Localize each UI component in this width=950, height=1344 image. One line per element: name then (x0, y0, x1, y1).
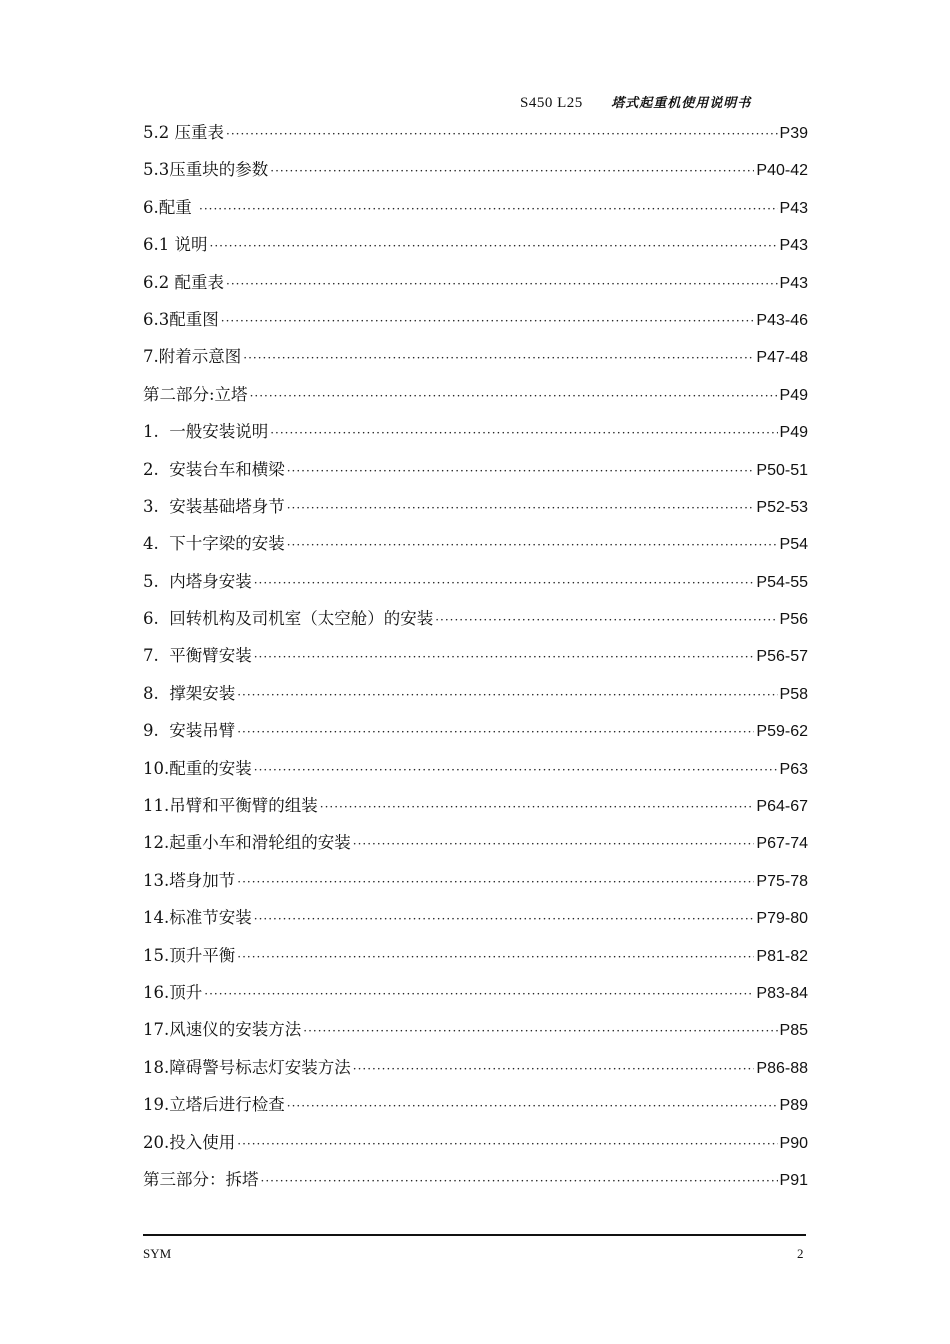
toc-entry-page: P43 (779, 199, 808, 217)
toc-entry[interactable] (143, 680, 808, 717)
header-title: 塔式起重机使用说明书 (611, 96, 752, 111)
footer-label: SYM (143, 1246, 172, 1261)
toc-entry[interactable] (143, 1166, 808, 1203)
toc-entry[interactable] (143, 194, 808, 231)
toc-dot-leader (199, 195, 778, 223)
toc-entry-label: 5.3压重块的参数 (143, 160, 269, 180)
toc-entry-label: 6.配重 (143, 197, 197, 217)
toc-entry[interactable] (143, 605, 808, 642)
toc-entry-page: P49 (779, 424, 808, 442)
toc-dot-leader (287, 531, 778, 559)
toc-entry-page: P90 (779, 1134, 808, 1152)
toc-dot-leader (303, 1017, 777, 1045)
toc-entry-label: 4. 下十字梁的安装 (143, 534, 285, 554)
toc-entry-label: 6.2 配重表 (143, 272, 224, 292)
toc-dot-leader (254, 756, 778, 784)
toc-dot-leader (287, 457, 755, 485)
toc-dot-leader (353, 1055, 755, 1083)
toc-entry-page: P59-62 (756, 723, 808, 741)
toc-entry-label: 7.附着示意图 (143, 347, 242, 367)
table-of-contents (143, 119, 808, 1203)
toc-entry-page: P63 (779, 760, 808, 778)
toc-entry[interactable] (143, 530, 808, 567)
toc-entry[interactable] (143, 418, 808, 455)
footer-divider (143, 1234, 806, 1236)
toc-entry-page: P56 (779, 611, 808, 629)
toc-entry[interactable] (143, 343, 808, 380)
toc-entry-page: P79-80 (756, 910, 808, 928)
toc-entry[interactable] (143, 156, 808, 193)
toc-entry[interactable] (143, 1129, 808, 1166)
toc-dot-leader (237, 868, 754, 896)
toc-dot-leader (237, 681, 777, 709)
toc-entry[interactable] (143, 119, 808, 156)
toc-dot-leader (226, 270, 778, 298)
toc-entry-label: 第三部分：拆塔 (143, 1169, 259, 1189)
toc-entry-page: P54-55 (756, 573, 808, 591)
toc-entry-page: P67-74 (756, 835, 808, 853)
toc-entry-page: P40-42 (756, 162, 808, 180)
toc-entry-label: 7. 平衡臂安装 (143, 646, 252, 666)
toc-dot-leader (435, 606, 777, 634)
toc-entry[interactable] (143, 1054, 808, 1091)
toc-dot-leader (226, 120, 778, 148)
toc-entry-label: 6.3配重图 (143, 309, 219, 329)
toc-entry-label: 14.标准节安装 (143, 908, 252, 928)
toc-entry-page: P86-88 (756, 1059, 808, 1077)
toc-dot-leader (353, 830, 755, 858)
toc-dot-leader (250, 382, 778, 410)
toc-dot-leader (204, 980, 754, 1008)
toc-entry-page: P83-84 (756, 984, 808, 1002)
toc-entry[interactable] (143, 1091, 808, 1128)
toc-entry-label: 16.顶升 (143, 982, 203, 1002)
toc-dot-leader (320, 793, 755, 821)
toc-entry[interactable] (143, 642, 808, 679)
toc-dot-leader (287, 1092, 778, 1120)
toc-entry-label: 17.风速仪的安装方法 (143, 1020, 302, 1040)
toc-dot-leader (237, 718, 754, 746)
toc-entry-page: P52-53 (756, 498, 808, 516)
toc-entry[interactable] (143, 942, 808, 979)
toc-entry-label: 20.投入使用 (143, 1132, 236, 1152)
toc-entry-label: 6. 回转机构及司机室（太空舱）的安装 (143, 609, 434, 629)
toc-entry-page: P56-57 (756, 648, 808, 666)
toc-entry[interactable] (143, 867, 808, 904)
toc-dot-leader (254, 643, 755, 671)
toc-entry[interactable] (143, 381, 808, 418)
toc-entry-page: P47-48 (756, 349, 808, 367)
toc-dot-leader (237, 1130, 777, 1158)
toc-entry-label: 5.2 压重表 (143, 123, 224, 142)
footer-page-number: 2 (797, 1246, 804, 1261)
toc-entry-page: P64-67 (756, 798, 808, 816)
toc-dot-leader (254, 905, 755, 933)
toc-entry[interactable] (143, 792, 808, 829)
toc-entry[interactable] (143, 269, 808, 306)
toc-dot-leader (254, 569, 755, 597)
toc-entry-label: 2. 安装台车和横梁 (143, 459, 285, 479)
toc-entry[interactable] (143, 755, 808, 792)
toc-entry-label: 12.起重小车和滑轮组的安装 (143, 833, 351, 853)
toc-entry-page: P43 (779, 237, 808, 255)
toc-dot-leader (261, 1167, 778, 1195)
toc-entry-label: 第二部分:立塔 (143, 384, 248, 404)
toc-entry-page: P39 (779, 125, 808, 142)
toc-entry-page: P75-78 (756, 872, 808, 890)
toc-dot-leader (221, 307, 755, 335)
toc-entry[interactable] (143, 1016, 808, 1053)
toc-dot-leader (287, 494, 755, 522)
toc-dot-leader (237, 943, 754, 971)
toc-entry-label: 10.配重的安装 (143, 758, 252, 778)
toc-entry-label: 13.塔身加节 (143, 870, 236, 890)
toc-entry[interactable] (143, 493, 808, 530)
toc-entry-page: P43-46 (756, 311, 808, 329)
toc-entry-label: 18.障碍警号标志灯安装方法 (143, 1057, 351, 1077)
toc-dot-leader (270, 419, 777, 447)
toc-entry-label: 6.1 说明 (143, 235, 208, 255)
toc-dot-leader (270, 157, 754, 185)
toc-entry-label: 11.吊臂和平衡臂的组装 (143, 796, 318, 816)
toc-entry-page: P49 (779, 386, 808, 404)
toc-entry[interactable] (143, 568, 808, 605)
header-model: S450 L25 (520, 95, 583, 111)
toc-entry-label: 15.顶升平衡 (143, 945, 236, 965)
toc-entry-page: P81-82 (756, 947, 808, 965)
toc-entry-label: 5. 内塔身安装 (143, 571, 252, 591)
toc-entry-page: P91 (779, 1171, 808, 1189)
toc-entry-label: 8. 撑架安装 (143, 683, 236, 703)
toc-entry-page: P85 (779, 1022, 808, 1040)
toc-entry[interactable] (143, 829, 808, 866)
toc-entry-label: 3. 安装基础塔身节 (143, 496, 285, 516)
toc-entry-page: P43 (779, 274, 808, 292)
toc-entry[interactable] (143, 456, 808, 493)
toc-entry-page: P58 (779, 685, 808, 703)
page-header (520, 92, 810, 112)
toc-entry-page: P89 (779, 1097, 808, 1115)
toc-entry-page: P54 (779, 536, 808, 554)
toc-dot-leader (210, 232, 778, 260)
toc-entry-label: 9. 安装吊臂 (143, 721, 236, 741)
toc-entry[interactable] (143, 904, 808, 941)
toc-entry[interactable] (143, 306, 808, 343)
toc-entry-label: 1. 一般安装说明 (143, 422, 269, 442)
toc-entry[interactable] (143, 717, 808, 754)
toc-dot-leader (243, 344, 754, 372)
toc-entry[interactable] (143, 231, 808, 268)
toc-entry-label: 19.立塔后进行检查 (143, 1095, 285, 1115)
toc-entry-page: P50-51 (756, 461, 808, 479)
toc-entry[interactable] (143, 979, 808, 1016)
